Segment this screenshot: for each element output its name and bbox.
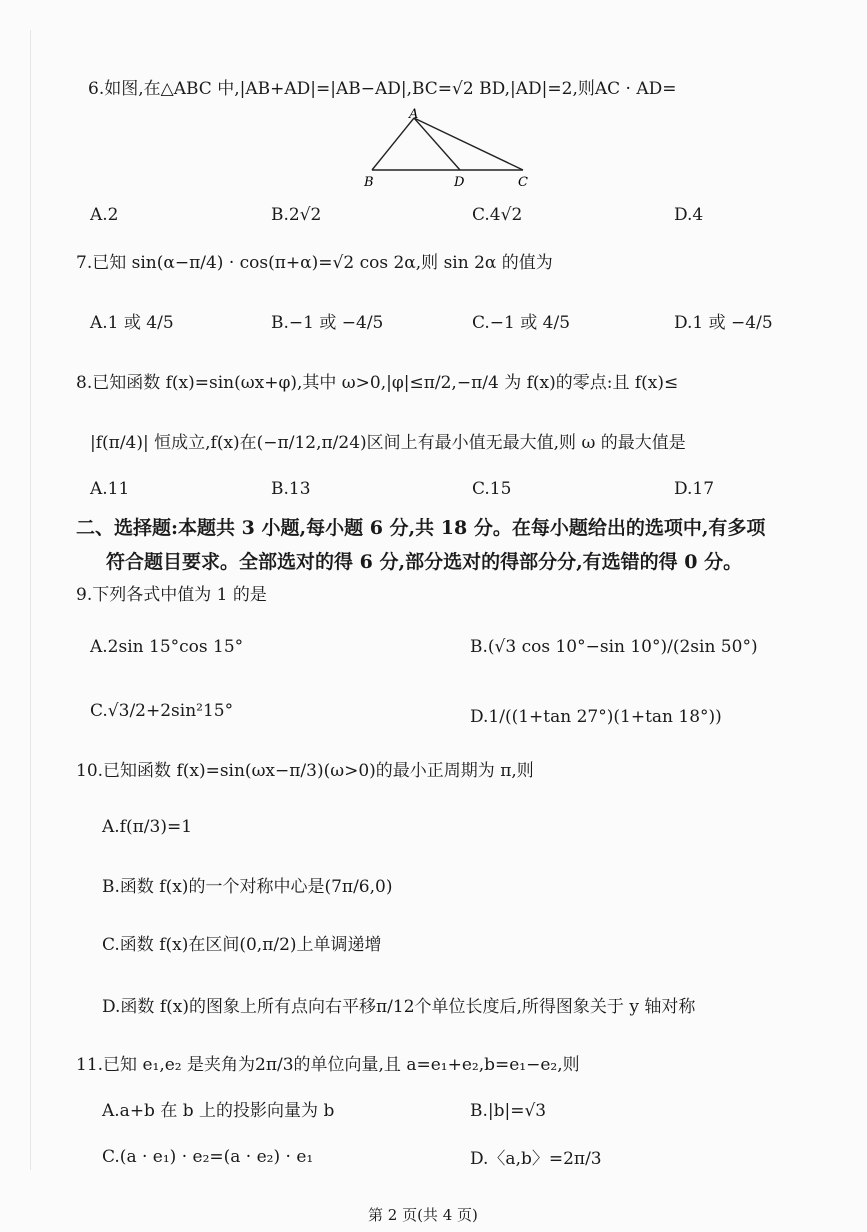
- q10-option-d[interactable]: D.函数 f(x)的图象上所有点向右平移π/12个单位长度后,所得图象关于 y 轴对称: [102, 997, 696, 1017]
- q6-option-d[interactable]: D.4: [674, 205, 704, 225]
- q6-triangle-figure: [360, 108, 540, 190]
- q9-option-b[interactable]: B.(√3 cos 10°−sin 10°)/(2sin 50°): [470, 637, 758, 657]
- q7-option-d[interactable]: D.1 或 −4/5: [674, 313, 773, 333]
- q6-option-a[interactable]: A.2: [90, 205, 119, 225]
- q8-option-b[interactable]: B.13: [271, 479, 311, 499]
- section-2-heading-line2: 符合题目要求。全部选对的得 6 分,部分选对的得部分分,有选错的得 0 分。: [106, 551, 743, 573]
- q8-stem-line2: |f(π/4)| 恒成立,f(x)在(−π/12,π/24)区间上有最小值无最大值,则 ω 的最大值是: [90, 433, 686, 453]
- q7-stem: 7.已知 sin(α−π/4) · cos(π+α)=√2 cos 2α,则 sin 2α 的值为: [76, 253, 553, 273]
- q7-option-a[interactable]: A.1 或 4/5: [90, 313, 174, 333]
- q11-option-b[interactable]: B.|b|=√3: [470, 1101, 547, 1121]
- q6-label-b: B: [364, 175, 374, 190]
- q10-option-b[interactable]: B.函数 f(x)的一个对称中心是(7π/6,0): [102, 877, 393, 897]
- q10-option-c[interactable]: C.函数 f(x)在区间(0,π/2)上单调递增: [102, 935, 382, 955]
- q9-option-d[interactable]: D.1/((1+tan 27°)(1+tan 18°)): [470, 707, 722, 727]
- q10-option-a[interactable]: A.f(π/3)=1: [102, 817, 193, 837]
- q7-option-b[interactable]: B.−1 或 −4/5: [271, 313, 384, 333]
- q6-label-a: A: [409, 108, 419, 122]
- q8-option-a[interactable]: A.11: [90, 479, 130, 499]
- q11-stem: 11.已知 e₁,e₂ 是夹角为2π/3的单位向量,且 a=e₁+e₂,b=e₁−e₂,则: [76, 1055, 580, 1075]
- q9-option-c[interactable]: C.√3/2+2sin²15°: [90, 701, 234, 721]
- q10-stem: 10.已知函数 f(x)=sin(ωx−π/3)(ω>0)的最小正周期为 π,则: [76, 761, 534, 781]
- page-footer: 第 2 页(共 4 页): [368, 1206, 478, 1224]
- q7-option-c[interactable]: C.−1 或 4/5: [472, 313, 571, 333]
- q6-option-c[interactable]: C.4√2: [472, 205, 523, 225]
- q8-stem-line1: 8.已知函数 f(x)=sin(ωx+φ),其中 ω>0,|φ|≤π/2,−π/4 为 f(x)的零点:且 f(x)≤: [76, 373, 679, 393]
- q8-option-d[interactable]: D.17: [674, 479, 715, 499]
- q9-stem: 9.下列各式中值为 1 的是: [76, 585, 267, 605]
- q8-option-c[interactable]: C.15: [472, 479, 512, 499]
- page-margin-line: [30, 30, 31, 1170]
- q6-label-d: D: [454, 175, 465, 190]
- q11-option-c[interactable]: C.(a · e₁) · e₂=(a · e₂) · e₁: [102, 1147, 314, 1167]
- section-2-heading-line1: 二、选择题:本题共 3 小题,每小题 6 分,共 18 分。在每小题给出的选项中,有多项: [76, 517, 766, 539]
- q11-option-a[interactable]: A.a+b 在 b 上的投影向量为 b: [102, 1101, 335, 1121]
- q6-stem: 6.如图,在△ABC 中,|AB+AD|=|AB−AD|,BC=√2 BD,|AD|=2,则AC · AD=: [88, 79, 677, 99]
- q6-label-c: C: [518, 175, 528, 190]
- q9-option-a[interactable]: A.2sin 15°cos 15°: [90, 637, 244, 657]
- q6-option-b[interactable]: B.2√2: [271, 205, 322, 225]
- q11-option-d[interactable]: D.〈a,b〉=2π/3: [470, 1149, 602, 1169]
